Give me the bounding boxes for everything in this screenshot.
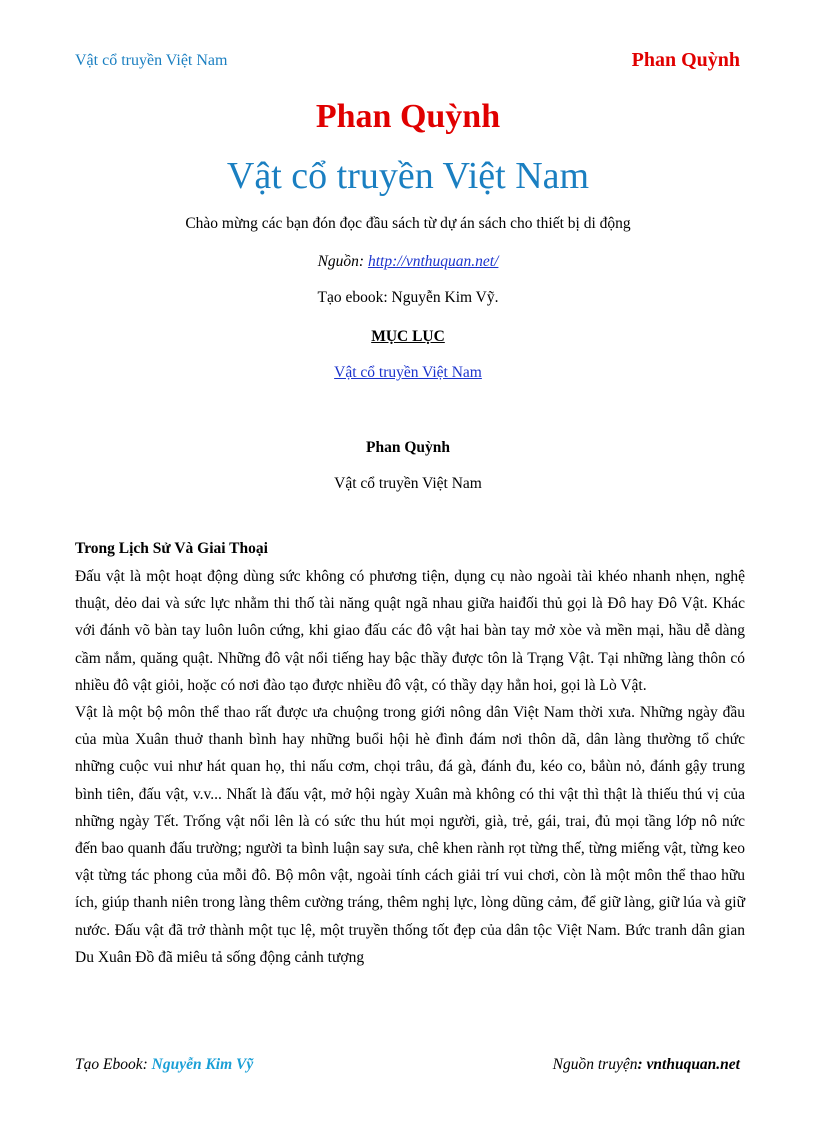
footer-ebook-credit [75, 1056, 253, 1074]
running-header-title: Vật cổ truyền Việt Nam [75, 52, 228, 69]
section-heading: Trong Lịch Sử Và Giai Thoại [75, 540, 268, 557]
source-line [0, 253, 816, 271]
source-link[interactable]: http://vnthuquan.net/ [367, 253, 499, 270]
chapter-author: Phan Quỳnh [365, 439, 450, 456]
welcome-text: Chào mừng các bạn đón đọc đầu sách từ dự án sách cho thiết bị di động [185, 215, 631, 232]
toc-heading: MỤC LỤC [371, 328, 445, 345]
ebook-credit: Tạo ebook: Nguyễn Kim Vỹ. [317, 289, 499, 306]
book-title: Vật cổ truyền Việt Nam [226, 155, 590, 197]
running-header-author: Phan Quỳnh [631, 49, 740, 71]
footer-ebook-separator: : [142, 1056, 152, 1073]
footer-source-label: Nguồn truyện [552, 1056, 638, 1073]
footer-ebook-name: Nguyễn Kim Vỹ [151, 1056, 254, 1073]
source-label: Nguồn: [317, 253, 368, 270]
paragraph: Đấu vật là một hoạt động dùng sức không có phương tiện, dụng cụ nào ngoài tài khéo nhanh nhẹn, nghệ thuật, dẻo dai và sức lực nhằm thi thố tài năng quật ngã nhau giữa haiđối thủ gọi là Đô hay Đô Vật. Khác với đánh võ bàn tay luôn luôn cứng, khi giao đấu các đô vật hai bàn tay mở xòe và mền mại, hầu dễ dàng cầm nắm, quăng quật. Những đô vật nổi tiếng hay bậc thầy được tôn là Trạng Vật. Tại những làng thôn có nhiều đô vật giỏi, hoặc có nơi đào tạo được nhiều đô vật, có thầy dạy hẳn hoi, gọi là Lò Vật. [75, 568, 745, 694]
toc-list [0, 364, 816, 382]
chapter-title: Vật cổ truyền Việt Nam [334, 475, 482, 492]
body-text [75, 563, 745, 971]
footer-ebook-label: Tạo Ebook [75, 1056, 143, 1073]
footer-source [553, 1056, 740, 1074]
footer-source-site: vnthuquan.net [646, 1056, 740, 1073]
footer-source-separator: : [637, 1056, 647, 1073]
toc-item-link[interactable]: Vật cổ truyền Việt Nam [334, 364, 482, 381]
paragraph: Vật là một bộ môn thể thao rất được ưa chuộng trong giới nông dân Việt Nam thời xưa. Những ngày đầu của mùa Xuân thuở thanh bình hay những buổi hội hè đình đám nơi thôn dã, dân làng thường tổ chức những cuộc vui như hát quan họ, thi nấu cơm, chọi trâu, đá gà, đánh đu, kéo co, bắùn nỏ, đánh gậy trung bình tiên, đấu vật, v.v... Nhất là đấu vật, mở hội ngày Xuân mà không có thi vật thì thật là thiếu thú vị của những ngày Tết. Trống vật nổi lên là có sức thu hút mọi người, già, trẻ, gái, trai, đủ mọi tầng lớp nô nức đến bao quanh đấu trường; người ta bình luận say sưa, chê khen rành rọt từng thế, từng miếng vật, từng keo vật từng tác phong của mỗi đô. Bộ môn vật, ngoài tính cách giải trí vui chơi, còn là một môn thể thao hữu ích, giúp thanh niên trong làng thêm cường tráng, thêm nghị lực, lòng dũng cảm, để giữ làng, giữ lúa và giữ nước. Đấu vật đã trở thành một tục lệ, một truyền thống tốt đẹp của dân tộc Việt Nam. Bức tranh dân gian Du Xuân Đồ đã miêu tả sống động cảnh tượng [75, 704, 745, 966]
author-title: Phan Quỳnh [315, 98, 501, 135]
